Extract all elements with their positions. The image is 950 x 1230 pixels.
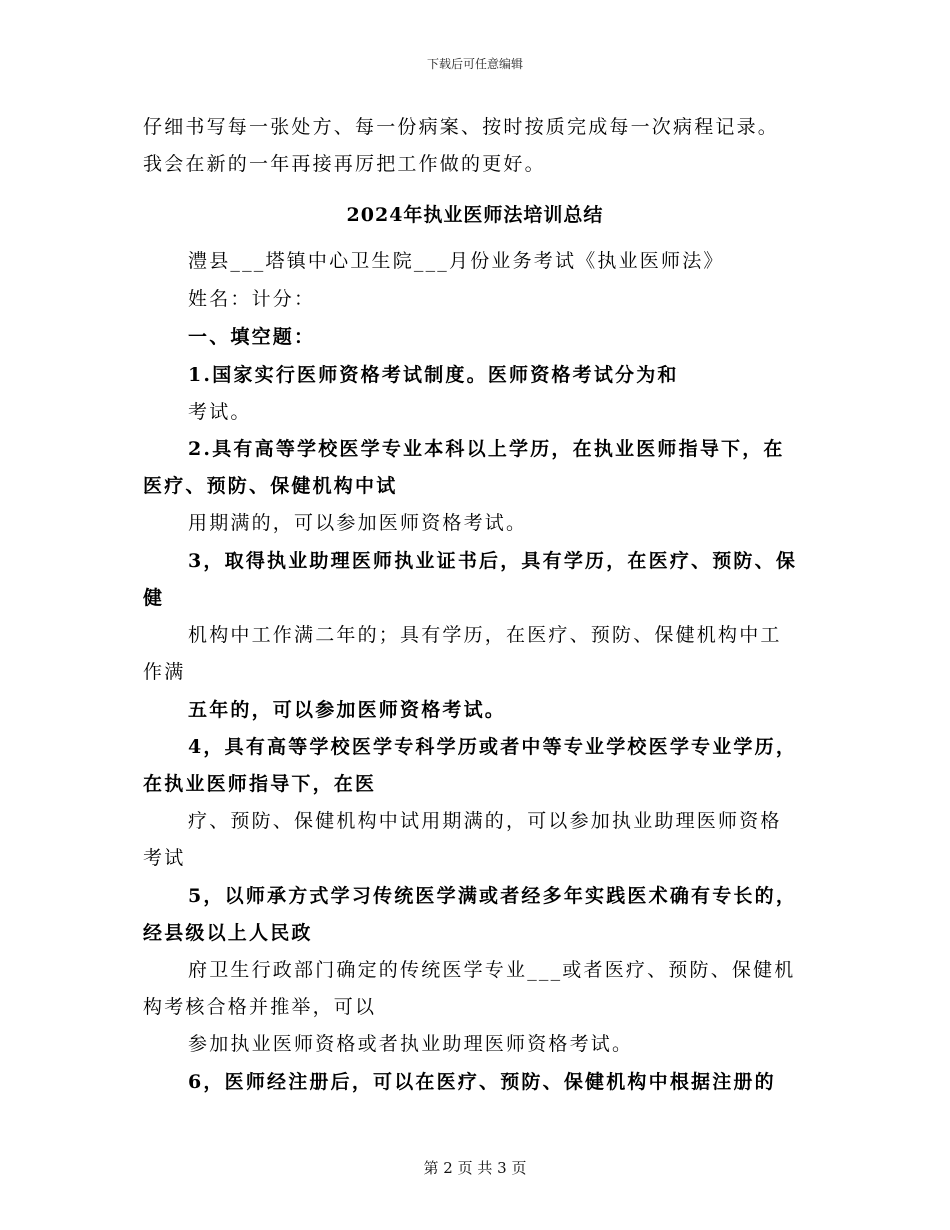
question-5-line-4: 构考核合格并推举，可以 — [143, 996, 377, 1018]
name-score-line: 姓名：计分： — [188, 288, 316, 310]
question-4-line-2: 在执业医师指导下，在医 — [143, 773, 377, 795]
document-title: 2024年执业医师法培训总结 — [346, 204, 604, 226]
question-5-line-1: 5，以师承方式学习传统医学满或者经多年实践医术确有专长的， — [188, 885, 798, 907]
intro-line-2: 我会在新的一年再接再厉把工作做的更好。 — [143, 153, 546, 175]
question-4-line-4: 考试 — [143, 847, 186, 869]
page-header: 下载后可任意编辑 — [426, 57, 523, 71]
question-3-line-1: 3，取得执业助理医师执业证书后，具有学历，在医疗、预防、保 — [188, 550, 798, 572]
question-3-line-4: 作满 — [143, 661, 186, 683]
question-2-line-2: 医疗、预防、保健机构中试 — [143, 475, 398, 497]
question-4-line-1: 4，具有高等学校医学专科学历或者中等专业学校医学专业学历， — [188, 736, 798, 758]
question-3-line-5: 五年的，可以参加医师资格考试。 — [188, 699, 507, 721]
question-1-line-1: 1.国家实行医师资格考试制度。医师资格考试分为和 — [188, 364, 679, 386]
question-6-line-1: 6，医师经注册后，可以在医疗、预防、保健机构中根据注册的 — [188, 1071, 776, 1093]
section-heading: 一、填空题： — [188, 326, 316, 348]
exam-heading: 澧县___塔镇中心卫生院___月份业务考试《执业医师法》 — [188, 250, 725, 272]
question-2-line-1: 2.具有高等学校医学专业本科以上学历，在执业医师指导下，在 — [188, 438, 785, 460]
question-3-line-2: 健 — [143, 587, 165, 609]
question-4-line-3: 疗、预防、保健机构中试用期满的，可以参加执业助理医师资格 — [188, 810, 782, 832]
question-5-line-5: 参加执业医师资格或者执业助理医师资格考试。 — [188, 1033, 634, 1055]
page-footer: 第 2 页 共 3 页 — [423, 1159, 527, 1177]
question-5-line-2: 经县级以上人民政 — [143, 922, 313, 944]
question-5-line-3: 府卫生行政部门确定的传统医学专业___或者医疗、预防、保健机 — [188, 959, 796, 981]
question-2-line-3: 用期满的，可以参加医师资格考试。 — [188, 512, 528, 534]
question-1-line-2: 考试。 — [188, 401, 252, 423]
intro-line-1: 仔细书写每一张处方、每一份病案、按时按质完成每一次病程记录。 — [143, 116, 780, 138]
question-3-line-3: 机构中工作满二年的；具有学历，在医疗、预防、保健机构中工 — [188, 624, 782, 646]
